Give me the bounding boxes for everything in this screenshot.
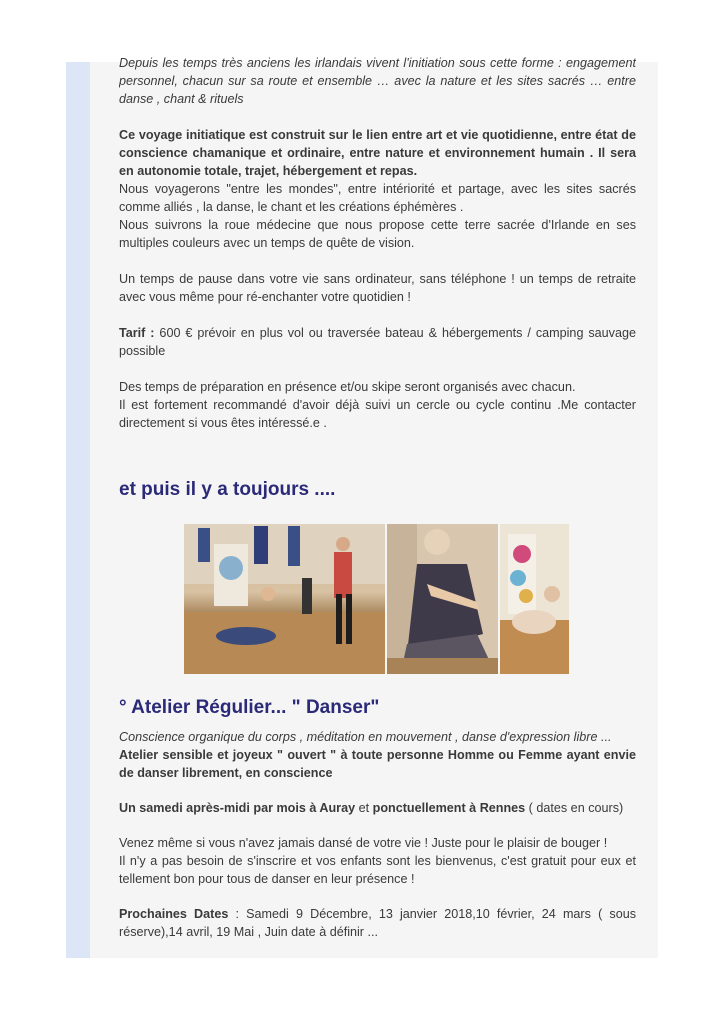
- atelier-bold-line: Atelier sensible et joyeux " ouvert " à toute personne Homme ou Femme ayant envie de danser librement, en conscience: [119, 748, 636, 780]
- dance-photo-2-illustration: [387, 524, 498, 674]
- schedule-auray: Un samedi après-midi par mois à Auray: [119, 801, 356, 815]
- pause-paragraph: Un temps de pause dans votre vie sans ordinateur, sans téléphone ! un temps de retraite avec vous même pour ré-enchanter votre quotidien !: [119, 272, 636, 304]
- intro-line-partial: Depuis les temps très anciens les irlandais vivent l'initiation sous cette forme : engagement: [119, 56, 636, 70]
- venez-block: [119, 834, 636, 888]
- voyage-para-2: Nous suivrons la roue médecine que nous propose cette terre sacrée d'Irlande en ses multiples couleurs avec un temps de quête de vision.: [119, 218, 636, 250]
- dance-photo-1: [184, 524, 385, 674]
- intro-paragraph: [119, 54, 636, 108]
- preparation-line-1: Des temps de préparation en présence et/ou skipe seront organisés avec chacun.: [119, 380, 576, 394]
- tarif-paragraph: [119, 324, 636, 360]
- venez-line-2: Il n'y a pas besoin de s'inscrire et vos enfants sont les bienvenus, c'est gratuit pour eux et tellement bon pour tous de danser en leur présence !: [119, 854, 636, 886]
- preparation-block: [119, 378, 636, 432]
- voyage-block: [119, 126, 636, 252]
- voyage-para-1: Nous voyagerons "entre les mondes", entre intériorité et partage, avec les sites sacrés comme alliés , la danse, le chant et les créations éphémères .: [119, 182, 636, 214]
- intro-block: [119, 54, 636, 108]
- dates-label: Prochaines Dates: [119, 907, 229, 921]
- atelier-schedule: [119, 799, 636, 817]
- schedule-mid: et: [355, 801, 373, 815]
- venez-line-1: Venez même si vous n'avez jamais dansé de votre vie ! Juste pour le plaisir de bouger !: [119, 836, 608, 850]
- preparation-line-2: Il est fortement recommandé d'avoir déjà suivi un cercle ou cycle continu .Me contacter directement si vous êtes intéressé.e .: [119, 398, 636, 430]
- schedule-rennes: ponctuellement à Rennes: [372, 801, 526, 815]
- dance-photo-strip: [184, 524, 636, 674]
- dance-photo-2: [387, 524, 498, 674]
- dance-photo-3: [500, 524, 569, 674]
- intro-line-rest: personnel, chacun sur sa route et ensemble … avec la nature et les sites sacrés … entre danse , chant & rituels: [119, 74, 636, 106]
- schedule-tail: ( dates en cours): [525, 801, 624, 815]
- heading-atelier: ° Atelier Régulier... " Danser": [119, 697, 380, 718]
- atelier-italic-line: Conscience organique du corps , méditation en mouvement , danse d'expression libre ...: [119, 730, 612, 744]
- voyage-bold-text: Ce voyage initiatique est construit sur le lien entre art et vie quotidienne, entre état de conscience chamanique et ordinaire, entre nature et environnement humain . Il sera en autonomie totale, trajet, hébergement et repas.: [119, 128, 636, 178]
- tarif-text: 600 € prévoir en plus vol ou traversée bateau & hébergements / camping sauvage possible: [119, 326, 636, 358]
- heading-toujours: et puis il y a toujours ....: [119, 479, 336, 500]
- article-content: [119, 54, 636, 941]
- dance-photo-1-illustration: [184, 524, 385, 674]
- prochaines-dates: [119, 905, 636, 941]
- tarif-label: Tarif :: [119, 326, 155, 340]
- dates-text: : Samedi 9 Décembre, 13 janvier 2018,10 février, 24 mars ( sous réserve),14 avril, 19 Mai , Juin date à définir ...: [119, 907, 636, 939]
- left-accent-stripe: [66, 62, 90, 958]
- dance-photo-3-illustration: [500, 524, 569, 674]
- atelier-intro: [119, 728, 636, 782]
